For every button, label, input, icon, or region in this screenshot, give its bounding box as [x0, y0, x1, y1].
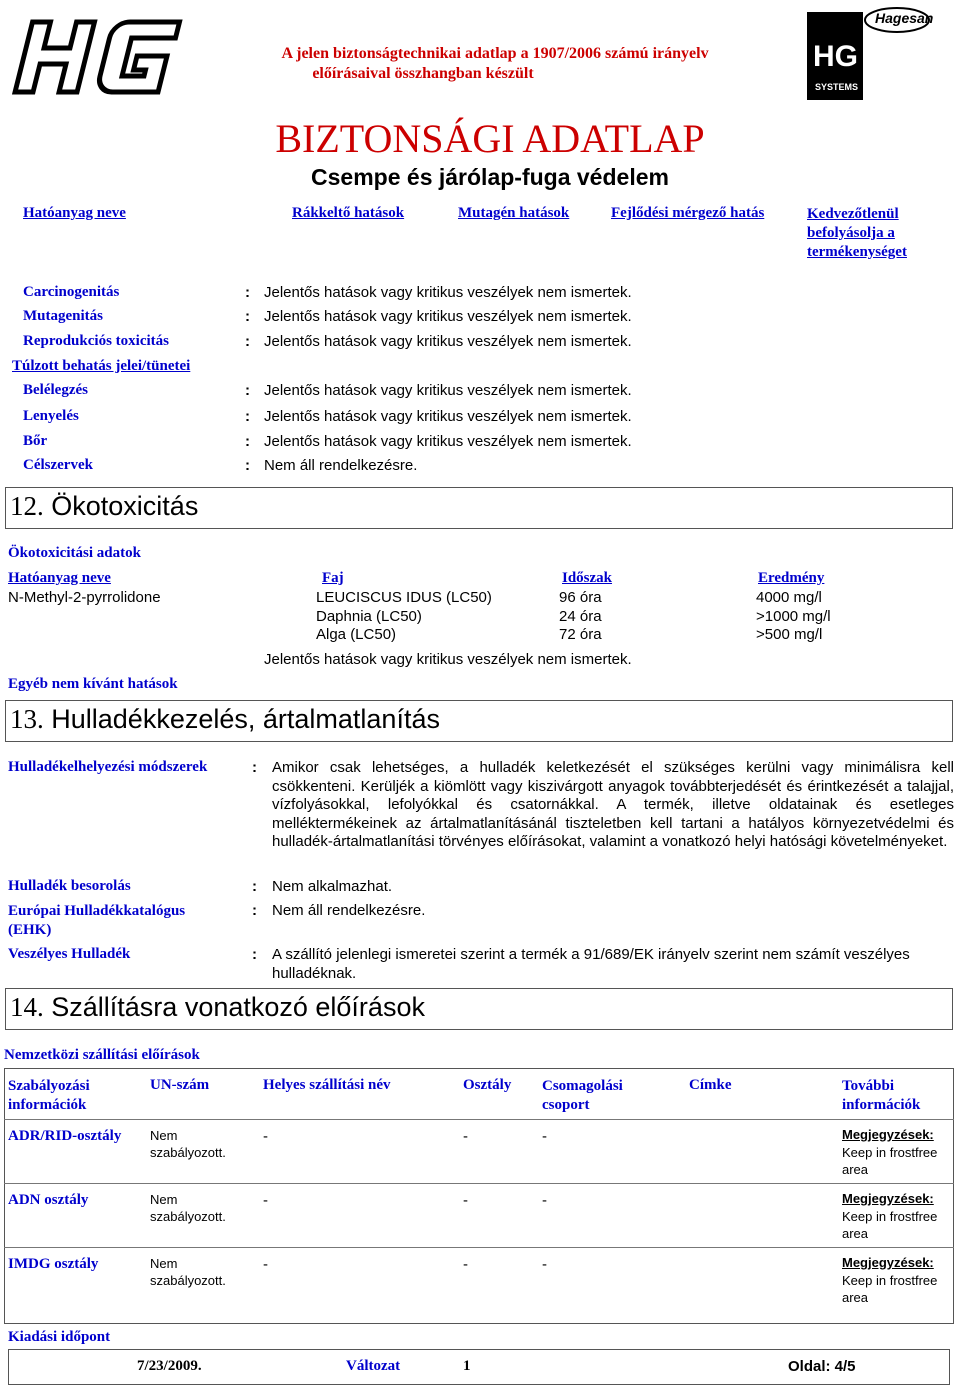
ecotox-species: Alga (LC50) [316, 626, 397, 643]
tox-colon: : [245, 308, 250, 325]
transport-row-adn-name: ADN osztály [8, 1192, 89, 1208]
footer-date: 7/23/2009. [137, 1358, 202, 1374]
transport-col-regulation: Szabályozási információk [8, 1078, 90, 1113]
transport-row-adn-packing: - [542, 1192, 547, 1209]
tox-col-fertility: Kedvezőtlenül befolyásolja a termékenységet [807, 206, 907, 260]
transport-row-imdg-packing: - [542, 1256, 547, 1273]
exposure-value-ingestion: Jelentős hatások vagy kritikus veszélyek nem ismertek. [264, 408, 632, 425]
exposure-value-skin: Jelentős hatások vagy kritikus veszélyek nem ismertek. [264, 433, 632, 450]
hagesan-sub: SYSTEMS [815, 82, 859, 92]
ecotox-col-species: Faj [322, 570, 344, 586]
ecotox-result: >500 mg/l [756, 626, 823, 643]
section-13-title: 13. Hulladékkezelés, ártalmatlanítás [10, 704, 440, 734]
tox-col-substance: Hatóanyag neve [23, 205, 126, 221]
tox-colon: : [245, 284, 250, 301]
transport-row-adn-class: - [463, 1192, 468, 1209]
transport-row-imdg-note-label: Megjegyzések: [842, 1255, 934, 1270]
transport-row-adr-note-label: Megjegyzések: [842, 1127, 934, 1142]
waste-label-methods: Hulladékelhelyezési módszerek [8, 759, 208, 775]
section-14-title: 14. Szállításra vonatkozó előírások [10, 992, 425, 1022]
ecotox-col-substance: Hatóanyag neve [8, 570, 111, 586]
transport-subheading: Nemzetközi szállítási előírások [4, 1047, 200, 1063]
other-effects-value: Jelentős hatások vagy kritikus veszélyek nem ismertek. [264, 651, 632, 668]
other-effects-label: Egyéb nem kívánt hatások [8, 676, 178, 692]
tox-col-developmental: Fejlődési mérgező hatás [611, 205, 765, 221]
waste-value-classification: Nem alkalmazhat. [272, 878, 393, 895]
transport-row-divider [4, 1247, 954, 1248]
hg-logo-graphic [6, 16, 186, 98]
waste-label-hazardous: Veszélyes Hulladék [8, 946, 131, 962]
tox-label-reproductive: Reprodukciós toxicitás [23, 333, 169, 349]
ecotox-substance: N-Methyl-2-pyrrolidone [8, 589, 161, 606]
exposure-colon: : [245, 433, 250, 450]
tox-colon: : [245, 333, 250, 350]
exposure-label-ingestion: Lenyelés [23, 408, 79, 424]
transport-col-label: Címke [689, 1077, 732, 1093]
product-name: Csempe és járólap-fuga védelem [311, 164, 669, 190]
ecotox-col-result: Eredmény [758, 570, 825, 586]
transport-row-adr-shipping: - [263, 1128, 268, 1145]
transport-row-divider [4, 1119, 954, 1120]
transport-row-imdg-class: - [463, 1256, 468, 1273]
transport-row-adn-shipping: - [263, 1192, 268, 1209]
ecotox-period: 24 óra [559, 608, 602, 625]
tox-label-mutagenicity: Mutagenitás [23, 308, 103, 324]
hagesan-logo [805, 2, 935, 100]
directive-line-1: A jelen biztonságtechnikai adatlap a 1907/2006 számú irányelv [281, 45, 709, 62]
hg-logo [6, 16, 186, 98]
transport-col-class: Osztály [463, 1077, 512, 1093]
waste-value-methods: Amikor csak lehetséges, a hulladék keletkezését el szükséges kerülni vagy minimálisra kell csökkenteni. Kerüljék a kiömlött vagy kiszivárgott anyagok továbbterjedését és érintkezését a talajjal, vízfolyásokkal, lefolyókkal és csatornákkal. A termék, illetve oldatainak és esetleges melléktermékeinek az ártalmatlanításánál tiszteletben kell tartani a hatályos környezetvédelmi és hulladék-ártalmatlanítási törvényes előírásokat, valamint a vonatkozó helyi hatósági követelményeket. [272, 759, 954, 850]
transport-row-imdg-note: Keep in frostfree area [842, 1273, 938, 1305]
transport-row-imdg-un: Nem szabályozott. [150, 1256, 226, 1288]
waste-colon: : [252, 902, 257, 919]
tox-label-carcinogenicity: Carcinogenitás [23, 284, 120, 300]
waste-value-ewc: Nem áll rendelkezésre. [272, 902, 426, 919]
transport-row-divider [4, 1183, 954, 1184]
ecotox-col-period: Időszak [562, 570, 613, 586]
exposure-colon: : [245, 408, 250, 425]
tox-col-mutagenic: Mutagén hatások [458, 205, 570, 221]
document-title: BIZTONSÁGI ADATLAP [275, 116, 705, 161]
exposure-label-inhalation: Belélegzés [23, 382, 88, 398]
transport-row-adr-class: - [463, 1128, 468, 1145]
ecotox-period: 72 óra [559, 626, 602, 643]
transport-row-adr-name: ADR/RID-osztály [8, 1128, 122, 1144]
exposure-colon: : [245, 382, 250, 399]
footer-version: 1 [463, 1358, 471, 1374]
waste-label-classification: Hulladék besorolás [8, 878, 131, 894]
section-12-title: 12. Ökotoxicitás [10, 491, 199, 521]
directive-line-2: előírásaival összhangban készült [312, 65, 534, 82]
exposure-colon: : [245, 457, 250, 474]
issue-date-label: Kiadási időpont [8, 1329, 111, 1345]
tox-col-carcinogenic: Rákkeltő hatások [292, 205, 405, 221]
footer-version-label: Változat [346, 1358, 401, 1374]
footer-page-number: Oldal: 4/5 [788, 1358, 856, 1375]
transport-row-imdg-shipping: - [263, 1256, 268, 1273]
tox-value-mutagenicity: Jelentős hatások vagy kritikus veszélyek nem ismertek. [264, 308, 632, 325]
waste-colon: : [252, 878, 257, 895]
transport-row-adn-note-label: Megjegyzések: [842, 1191, 934, 1206]
tox-value-reproductive: Jelentős hatások vagy kritikus veszélyek nem ismertek. [264, 333, 632, 350]
transport-col-packing: Csomagolási csoport [542, 1078, 623, 1113]
waste-colon: : [252, 759, 257, 776]
ecotox-subheading: Ökotoxicitási adatok [8, 545, 141, 561]
hagesan-brand: Hagesan [875, 10, 934, 26]
exposure-value-target-organs: Nem áll rendelkezésre. [264, 457, 418, 474]
transport-table [4, 1068, 954, 1324]
exposure-label-target-organs: Célszervek [23, 457, 93, 473]
transport-row-imdg-name: IMDG osztály [8, 1256, 99, 1272]
ecotox-result: >1000 mg/l [756, 608, 831, 625]
ecotox-result: 4000 mg/l [756, 589, 822, 606]
waste-colon: : [252, 946, 257, 963]
transport-row-adn-note: Keep in frostfree area [842, 1209, 938, 1241]
ecotox-period: 96 óra [559, 589, 602, 606]
transport-col-shipping-name: Helyes szállítási név [263, 1077, 391, 1093]
transport-row-adr-note: Keep in frostfree area [842, 1145, 938, 1177]
exposure-heading: Túlzott behatás jelei/tünetei [12, 358, 191, 374]
exposure-value-inhalation: Jelentős hatások vagy kritikus veszélyek nem ismertek. [264, 382, 632, 399]
ecotox-species: Daphnia (LC50) [316, 608, 422, 625]
transport-row-adr-un: Nem szabályozott. [150, 1128, 226, 1160]
waste-value-hazardous: A szállító jelenlegi ismeretei szerint a termék a 91/689/EK irányelv szerint nem számít veszélyes hulladéknak. [272, 946, 910, 982]
ecotox-species: LEUCISCUS IDUS (LC50) [316, 589, 492, 606]
waste-label-ewc: Európai Hulladékkatalógus (EHK) [8, 903, 186, 938]
transport-col-un: UN-szám [150, 1077, 210, 1093]
transport-row-adn-un: Nem szabályozott. [150, 1192, 226, 1224]
hagesan-mark: HG [813, 40, 858, 73]
transport-col-additional: További információk [842, 1078, 921, 1113]
exposure-label-skin: Bőr [23, 433, 48, 449]
tox-value-carcinogenicity: Jelentős hatások vagy kritikus veszélyek nem ismertek. [264, 284, 632, 301]
transport-row-adr-packing: - [542, 1128, 547, 1145]
